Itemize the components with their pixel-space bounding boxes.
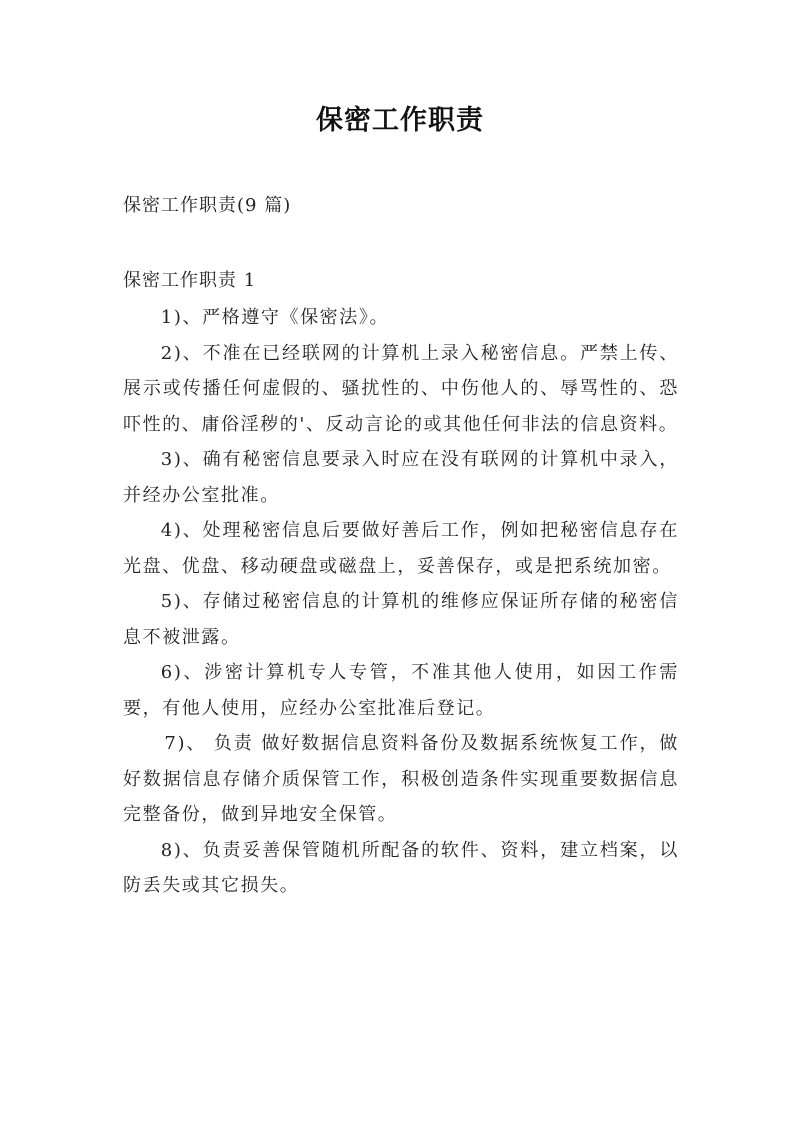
- paragraph-3: 3)、确有秘密信息要录入时应在没有联网的计算机中录入，并经办公室批准。: [123, 449, 679, 506]
- paragraph-7: 7)、 负责 做好数据信息资料备份及数据系统恢复工作，做好数据信息存储介质保管工作，积极创造条件实现重要数据信息完整备份，做到异地安全保管。: [123, 733, 679, 825]
- paragraph-6: 6)、涉密计算机专人专管，不准其他人使用，如因工作需要，有他人使用，应经办公室批准后登记。: [123, 662, 679, 719]
- paragraph-8: 8)、负责妥善保管随机所配备的软件、资料，建立档案，以防丢失或其它损失。: [123, 839, 679, 896]
- paragraph-2: 2)、不准在已经联网的计算机上录入秘密信息。严禁上传、展示或传播任何虚假的、骚扰性的、中伤他人的、辱骂性的、恐吓性的、庸俗淫秽的'、反动言论的或其他任何非法的信息资料。: [123, 342, 679, 435]
- paragraph-5: 5)、存储过秘密信息的计算机的维修应保证所存储的秘密信息不被泄露。: [123, 591, 679, 648]
- page-title: 保密工作职责: [316, 105, 484, 136]
- section-heading: 保密工作职责 1: [123, 270, 257, 291]
- document-body: [123, 300, 679, 904]
- paragraph-1: 1)、严格遵守《保密法》。: [160, 307, 390, 328]
- paragraph-4: 4)、处理秘密信息后要做好善后工作，例如把秘密信息存在光盘、优盘、移动硬盘或磁盘上，妥善保存，或是把系统加密。: [123, 520, 679, 577]
- document-subtitle: 保密工作职责(9 篇): [123, 195, 292, 216]
